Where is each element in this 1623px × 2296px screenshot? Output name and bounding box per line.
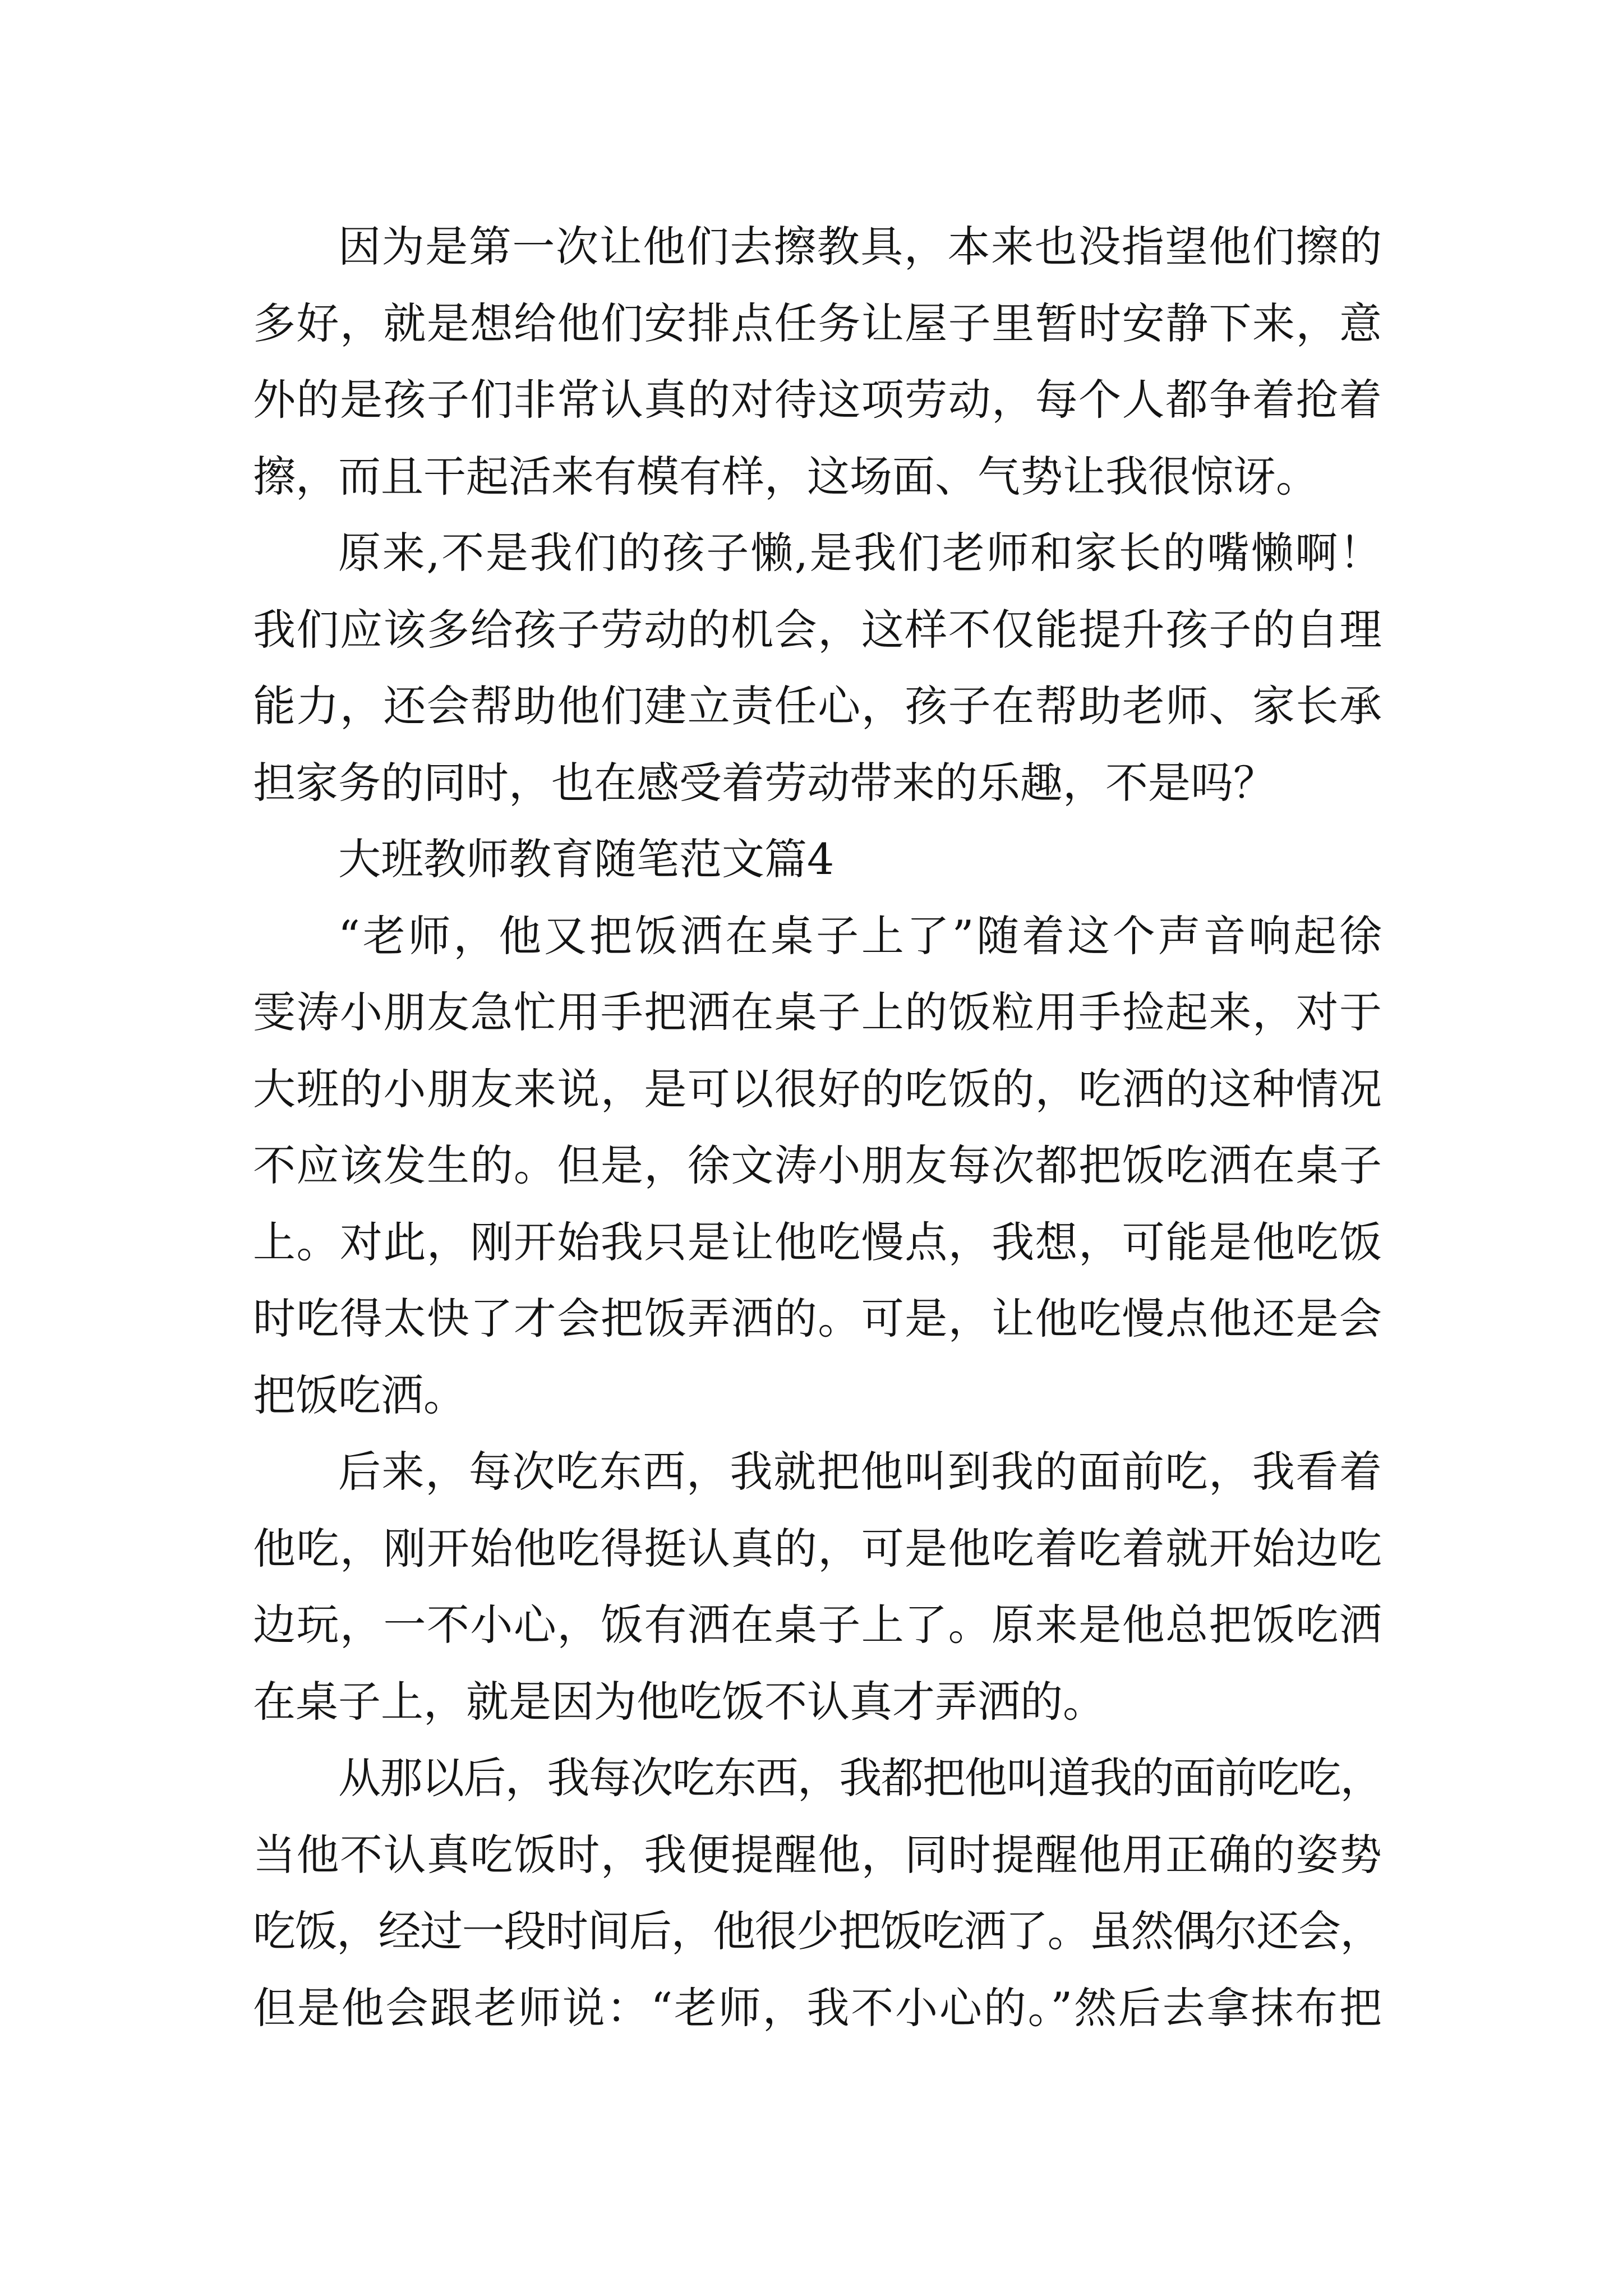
text-line: 上。对此，刚开始我只是让他吃慢点，我想，可能是他吃饭 — [253, 1217, 1382, 1267]
body-text — [253, 209, 1382, 2046]
text-line: 当他不认真吃饭时，我便提醒他，同时提醒他用正确的姿势 — [253, 1829, 1382, 1880]
text-line: 我们应该多给孩子劳动的机会，这样不仅能提升孩子的自理 — [253, 604, 1382, 655]
paragraph-4 — [253, 1434, 1382, 1740]
text-line: 能力，还会帮助他们建立责任心，孩子在帮助老师、家长承 — [253, 681, 1382, 731]
text-line: 因为是第一次让他们去擦教具，本来也没指望他们擦的 — [338, 222, 1382, 272]
text-line: 吃饭，经过一段时间后，他很少把饭吃洒了。虽然偶尔还会， — [253, 1906, 1382, 1956]
text-line: 但是他会跟老师说：“老师，我不小心的。”然后去拿抹布把 — [253, 1982, 1382, 2033]
section-heading — [253, 821, 1382, 898]
text-line: 不应该发生的。但是，徐文涛小朋友每次都把饭吃洒在桌子 — [253, 1140, 1382, 1190]
heading-line: 大班教师教育随笔范文篇4 — [338, 834, 834, 884]
paragraph-5 — [253, 1740, 1382, 2046]
text-line: 时吃得太快了才会把饭弄洒的。可是，让他吃慢点他还是会 — [253, 1294, 1382, 1343]
text-line: 外的是孩子们非常认真的对待这项劳动，每个人都争着抢着 — [253, 375, 1382, 425]
paragraph-3 — [253, 898, 1382, 1434]
text-line: 从那以后，我每次吃东西，我都把他叫道我的面前吃吃， — [338, 1753, 1382, 1803]
text-line: 在桌子上，就是因为他吃饭不认真才弄洒的。 — [253, 1676, 1105, 1727]
paragraph-2 — [253, 515, 1382, 821]
text-line: 把饭吃洒。 — [253, 1370, 466, 1420]
text-line: 后来，每次吃东西，我就把他叫到我的面前吃，我看着 — [338, 1447, 1382, 1497]
text-line: “老师，他又把饭洒在桌子上了”随着这个声音响起徐 — [338, 910, 1382, 961]
text-line: 雯涛小朋友急忙用手把洒在桌子上的饭粒用手捡起来，对于 — [253, 987, 1382, 1037]
text-line: 大班的小朋友来说，是可以很好的吃饭的，吃洒的这种情况 — [253, 1064, 1382, 1114]
text-line: 边玩，一不小心，饭有洒在桌子上了。原来是他总把饭吃洒 — [253, 1600, 1382, 1650]
text-line: 原来,不是我们的孩子懒,是我们老师和家长的嘴懒啊！ — [338, 528, 1382, 578]
text-line: 擦，而且干起活来有模有样，这场面、气势让我很惊讶。 — [253, 451, 1318, 501]
text-line: 担家务的同时，也在感受着劳动带来的乐趣，不是吗？ — [253, 757, 1276, 808]
paragraph-1 — [253, 209, 1382, 515]
text-line: 他吃，刚开始他吃得挺认真的，可是他吃着吃着就开始边吃 — [253, 1523, 1382, 1573]
text-line: 多好，就是想给他们安排点任务让屋子里暂时安静下来，意 — [253, 298, 1382, 348]
